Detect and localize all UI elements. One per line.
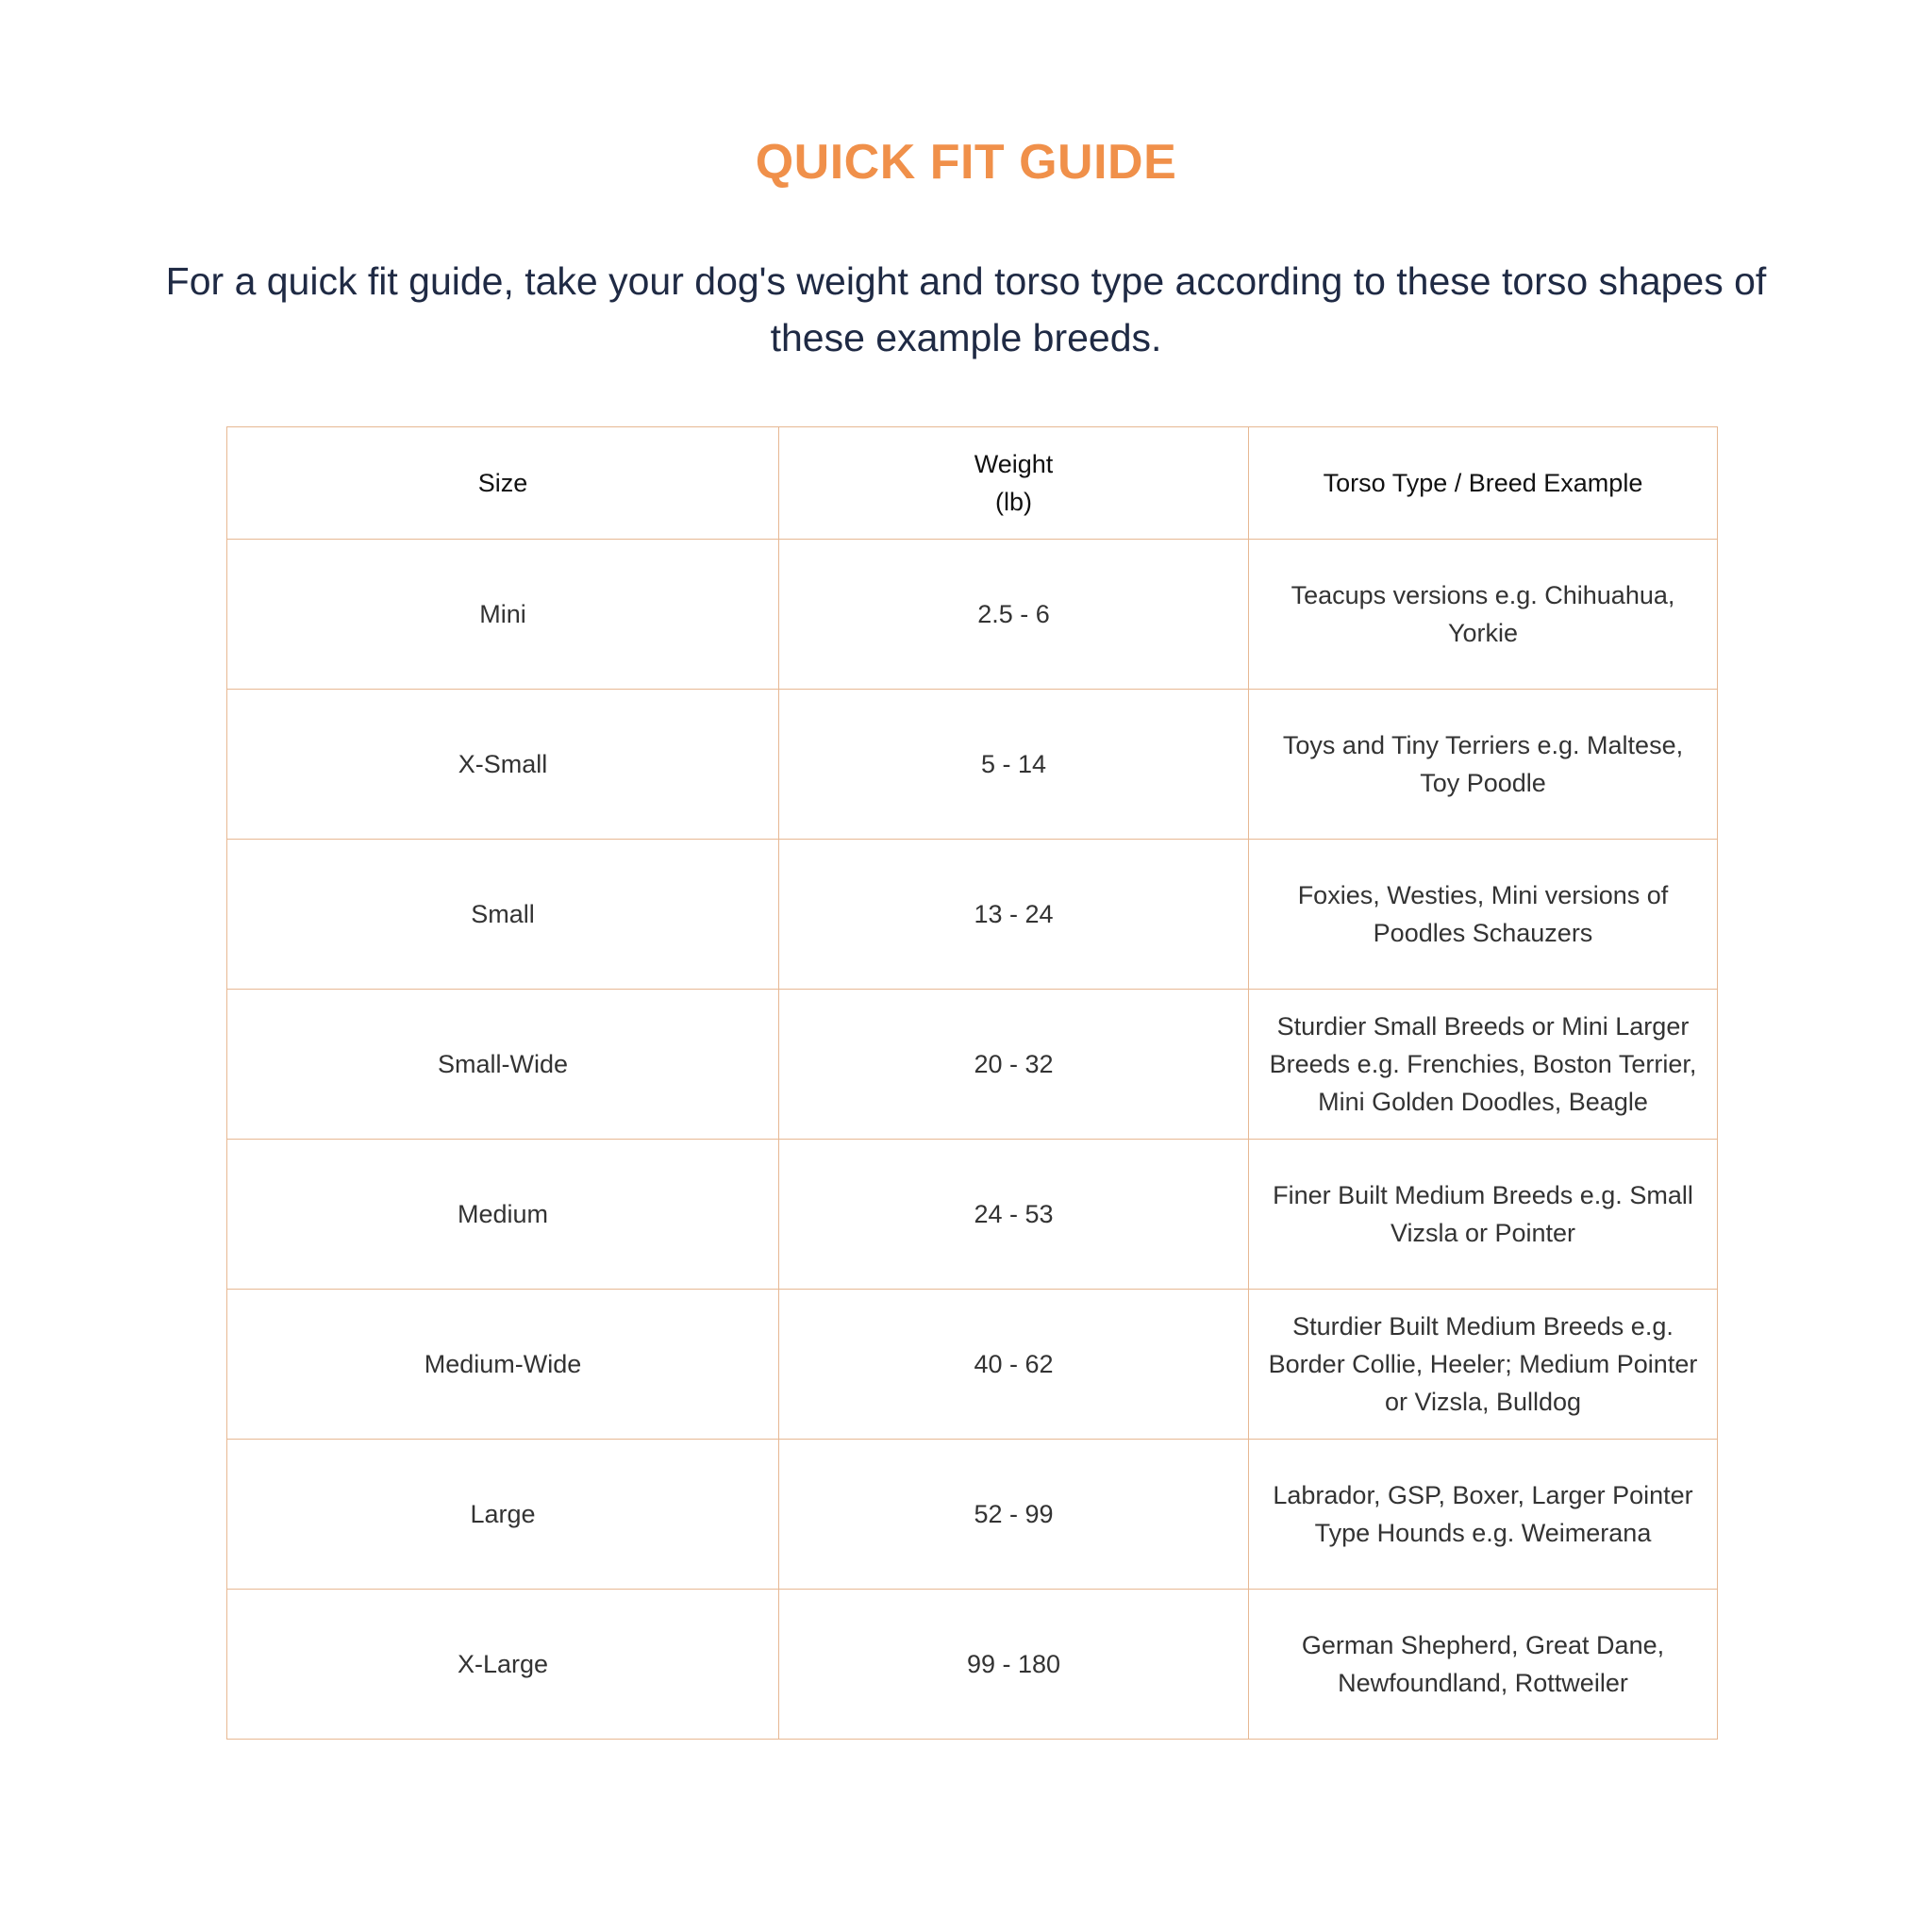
table-row: [227, 990, 1718, 1140]
cell-weight: 52 - 99: [779, 1440, 1249, 1590]
table-row: [227, 840, 1718, 990]
table-row: [227, 1440, 1718, 1590]
cell-torso: Toys and Tiny Terriers e.g. Maltese, Toy Poodle: [1249, 690, 1718, 840]
cell-weight: 20 - 32: [779, 990, 1249, 1140]
header-torso: Torso Type / Breed Example: [1249, 427, 1718, 540]
header-row: [227, 427, 1718, 540]
page-title: QUICK FIT GUIDE: [755, 135, 1177, 190]
cell-torso: Foxies, Westies, Mini versions of Poodles Schauzers: [1249, 840, 1718, 990]
intro-text: For a quick fit guide, take your dog's weight and torso type according to these torso shapes of these example breeds.: [165, 259, 1767, 359]
cell-weight: 99 - 180: [779, 1590, 1249, 1740]
cell-size: X-Large: [227, 1590, 779, 1740]
cell-torso: Sturdier Small Breeds or Mini Larger Breeds e.g. Frenchies, Boston Terrier, Mini Golden Doodles, Beagle: [1249, 990, 1718, 1140]
header-weight: [779, 427, 1249, 540]
cell-torso: Sturdier Built Medium Breeds e.g. Border Collie, Heeler; Medium Pointer or Vizsla, Bulldog: [1249, 1290, 1718, 1440]
cell-torso: Teacups versions e.g. Chihuahua, Yorkie: [1249, 540, 1718, 690]
cell-torso: Finer Built Medium Breeds e.g. Small Vizsla or Pointer: [1249, 1140, 1718, 1290]
header-size: Size: [227, 427, 779, 540]
cell-weight: 2.5 - 6: [779, 540, 1249, 690]
table-row: [227, 1140, 1718, 1290]
cell-torso: German Shepherd, Great Dane, Newfoundland, Rottweiler: [1249, 1590, 1718, 1740]
cell-size: X-Small: [227, 690, 779, 840]
cell-weight: 5 - 14: [779, 690, 1249, 840]
cell-weight: 13 - 24: [779, 840, 1249, 990]
header-weight-unit: (lb): [995, 488, 1032, 516]
cell-size: Large: [227, 1440, 779, 1590]
cell-weight: 40 - 62: [779, 1290, 1249, 1440]
cell-size: Small: [227, 840, 779, 990]
cell-torso: Labrador, GSP, Boxer, Larger Pointer Type Hounds e.g. Weimerana: [1249, 1440, 1718, 1590]
table-row: [227, 690, 1718, 840]
table-row: [227, 1590, 1718, 1740]
table-header: [227, 427, 1718, 540]
cell-size: Medium: [227, 1140, 779, 1290]
table-row: [227, 540, 1718, 690]
cell-size: Medium-Wide: [227, 1290, 779, 1440]
header-weight-label: Weight: [974, 450, 1054, 478]
cell-weight: 24 - 53: [779, 1140, 1249, 1290]
cell-size: Mini: [227, 540, 779, 690]
cell-size: Small-Wide: [227, 990, 779, 1140]
fit-guide-table: [226, 426, 1718, 1740]
table-body: [227, 540, 1718, 1740]
table-row: [227, 1290, 1718, 1440]
